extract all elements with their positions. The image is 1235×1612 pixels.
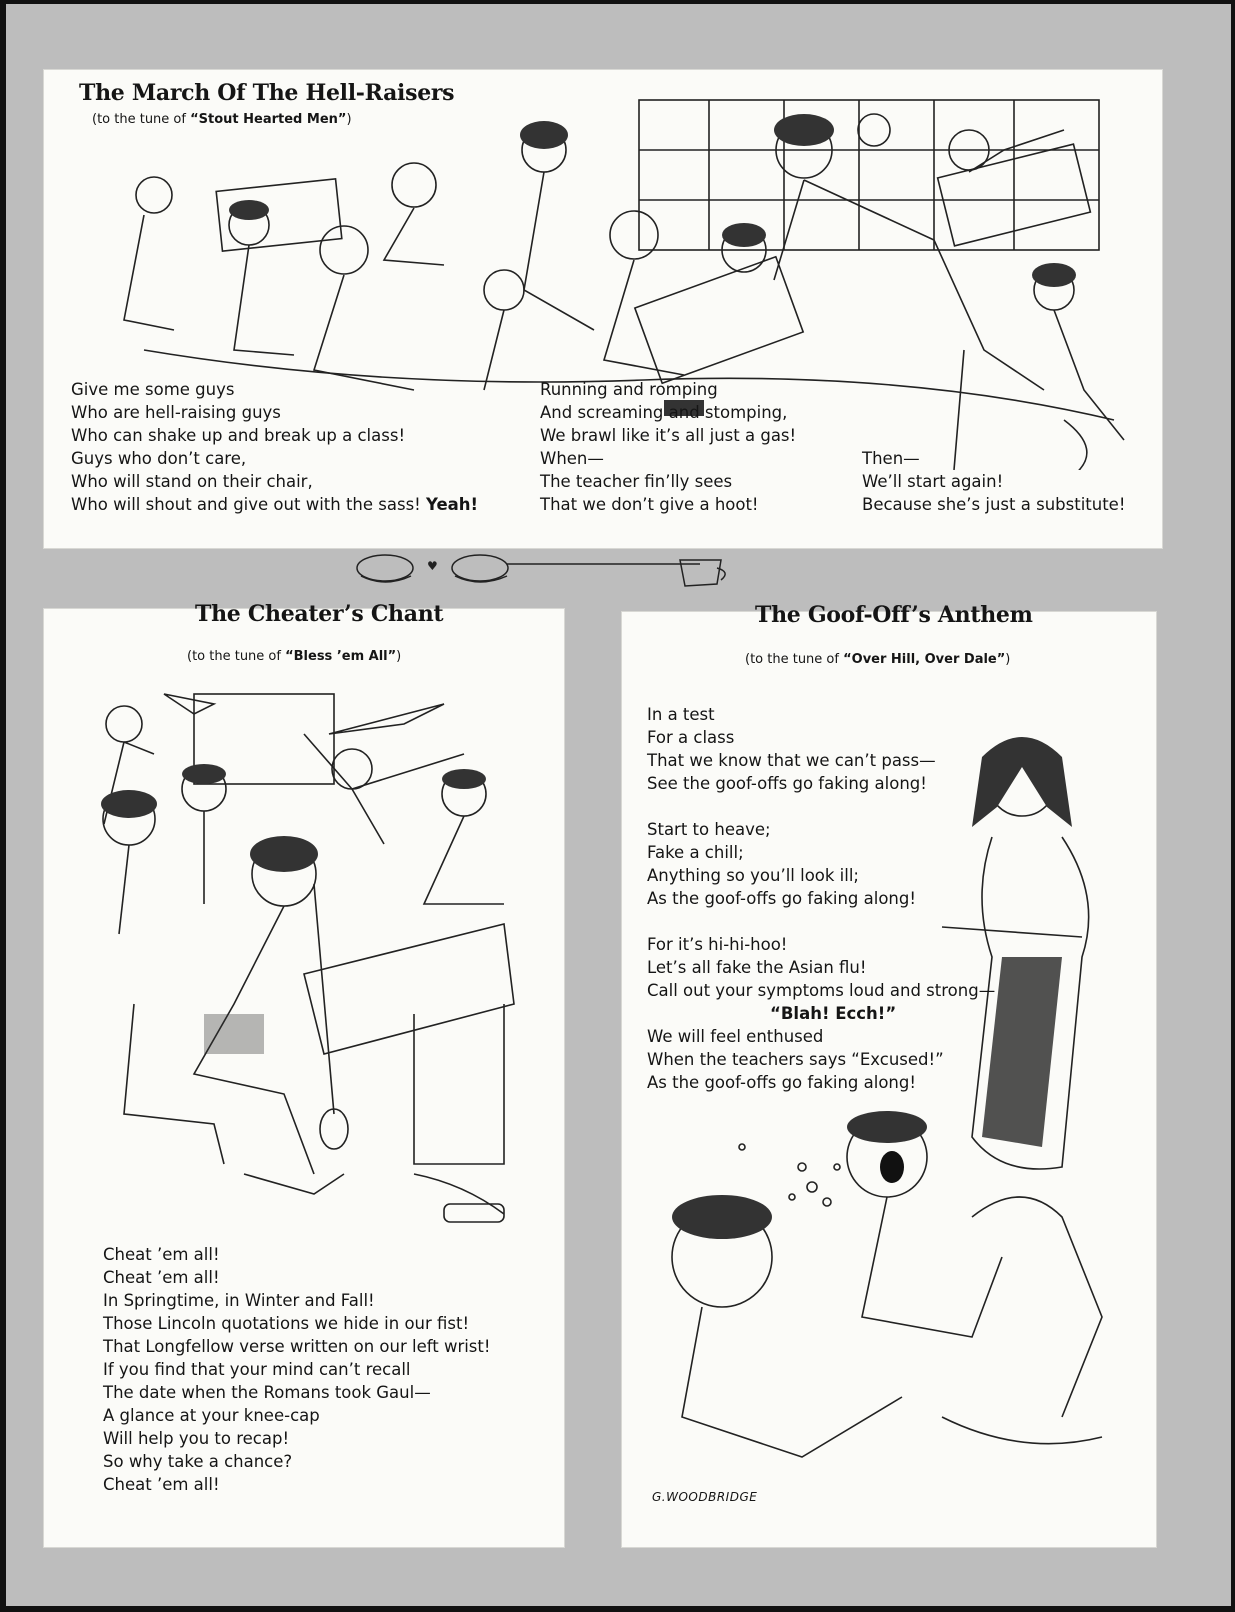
goofoffs-lyrics [647,703,995,1094]
goofoffs-tune: (to the tune of “Over Hill, Over Dale”) [745,652,1011,667]
lyric-line: So why take a chance? [103,1452,293,1471]
lyric-line: Who will shout and give out with the sass! Yeah! [71,495,479,514]
lyric-line: Let’s all fake the Asian flu! [647,958,867,977]
hellraisers-verse-3 [862,447,1125,516]
lyric-line: If you find that your mind can’t recall [103,1360,411,1379]
lyric-shout: “Blah! Ecch!” [770,1004,897,1023]
lyric-line: We’ll start again! [862,472,1004,491]
lyric-line: Call out your symptoms loud and strong— [647,981,996,1000]
lyric-line: Those Lincoln quotations we hide in our fist! [103,1314,470,1333]
lyric-line: That we don’t give a hoot! [540,495,759,514]
lyric-line: For it’s hi-hi-hoo! [647,935,788,954]
lyric-line: Who are hell-raising guys [71,403,281,422]
mop-bucket-divider-icon [355,550,745,590]
lyric-line: As the goof-offs go faking along! [647,1073,916,1092]
lyric-line: In Springtime, in Winter and Fall! [103,1291,375,1310]
svg-text:♥: ♥ [427,559,438,573]
lyric-line: That we know that we can’t pass— [647,751,936,770]
lyric-line: Who can shake up and break up a class! [71,426,406,445]
lyric-line: When— [540,449,604,468]
lyric-line: We will feel enthused [647,1027,824,1046]
lyric-line: Give me some guys [71,380,235,399]
lyric-line: Guys who don’t care, [71,449,247,468]
lyric-line: In a test [647,705,715,724]
cheaters-panel [44,601,564,1547]
hellraisers-verse-2 [540,378,796,516]
classroom-cheating-illustration [84,674,534,1244]
lyric-line: That Longfellow verse written on our left wrist! [103,1337,491,1356]
artist-signature: G.WOODBRIDGE [652,1490,758,1504]
lyric-line: A glance at your knee-cap [103,1406,320,1425]
lyric-line: The date when the Romans took Gaul— [103,1383,431,1402]
lyric-line: When the teachers says “Excused!” [647,1050,944,1069]
lyric-line: Anything so you’ll look ill; [647,866,859,885]
lyric-line: Cheat ’em all! [103,1475,220,1494]
hellraisers-title: The March Of The Hell-Raisers [79,80,455,106]
hellraisers-panel [44,70,1162,548]
lyric-line: The teacher fin’lly sees [540,472,733,491]
lyric-line: For a class [647,728,735,747]
lyric-line: As the goof-offs go faking along! [647,889,916,908]
lyric-line: Start to heave; [647,820,771,839]
lyric-line: Cheat ’em all! [103,1245,220,1264]
lyric-line: Cheat ’em all! [103,1268,220,1287]
cheaters-tune: (to the tune of “Bless ’em All”) [187,649,402,664]
goofoffs-title: The Goof-Off’s Anthem [755,602,1033,628]
lyric-line: Will help you to recap! [103,1429,290,1448]
hellraisers-tune: (to the tune of “Stout Hearted Men”) [92,112,352,127]
lyric-line: We brawl like it’s all just a gas! [540,426,797,445]
cheaters-lyrics [103,1243,491,1496]
goofoffs-panel [622,602,1156,1547]
lyric-line: Who will stand on their chair, [71,472,313,491]
lyric-line: See the goof-offs go faking along! [647,774,927,793]
cheaters-title: The Cheater’s Chant [195,601,444,627]
lyric-line: Because she’s just a substitute! [862,495,1126,514]
lyric-line: Then— [862,449,920,468]
lyric-line: Fake a chill; [647,843,744,862]
hellraisers-verse-1 [71,378,478,516]
lyric-line: Running and romping [540,380,718,399]
lyric-line: And screaming and stomping, [540,403,788,422]
